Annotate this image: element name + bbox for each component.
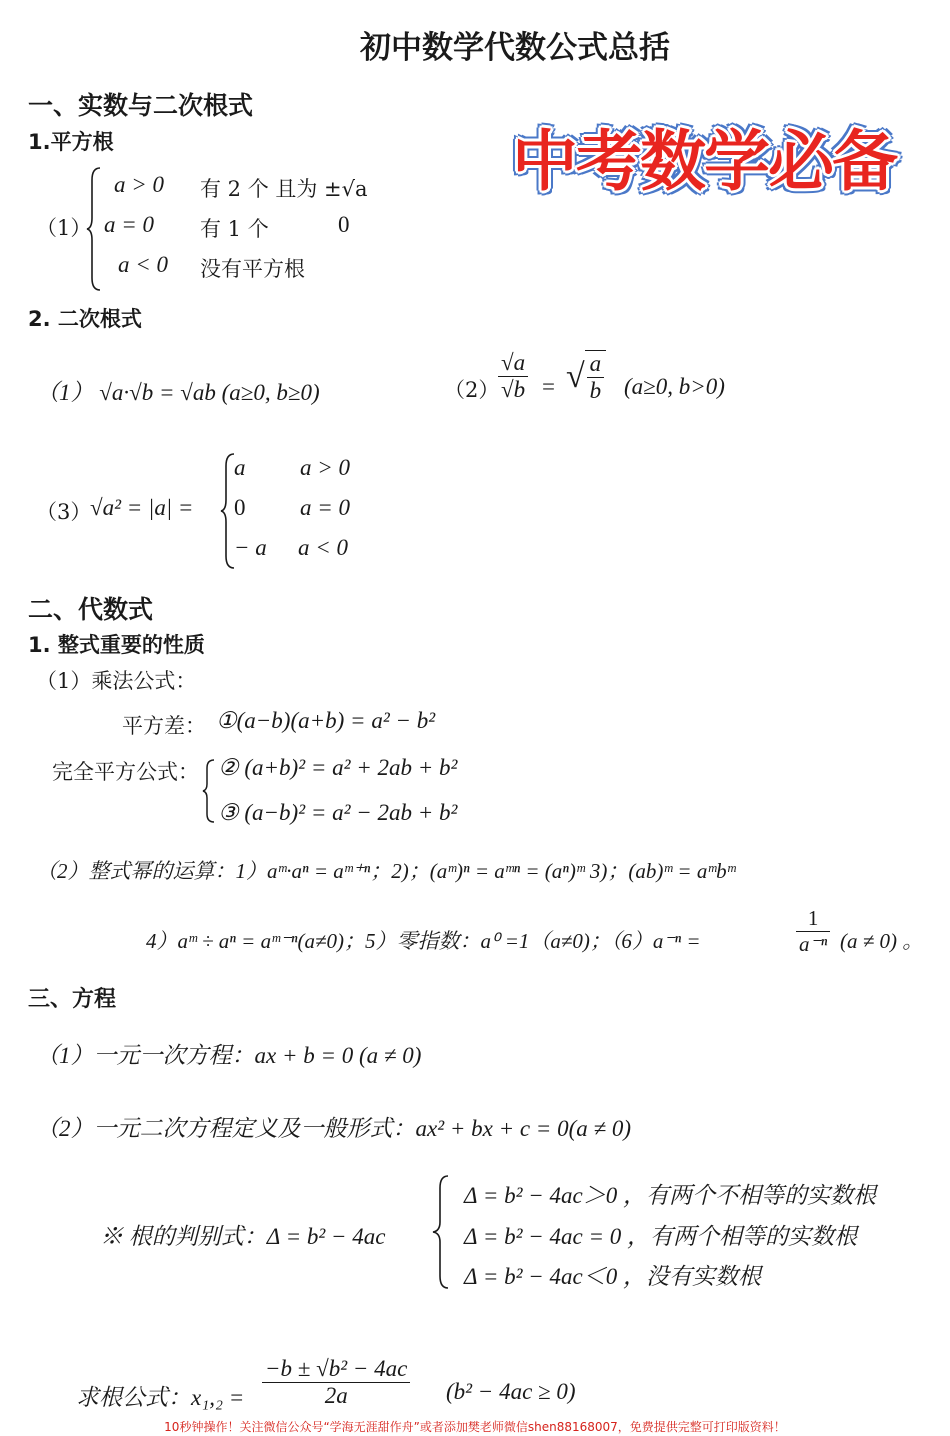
- radical-formula-2-label: （2）: [444, 378, 500, 402]
- discriminant-label: ※ 根的判别式：Δ = b² − 4ac: [100, 1224, 386, 1249]
- case-1-result: 有 2 个 且为 ±√a: [200, 177, 368, 201]
- radical-formula-2-left: $\frac{√a}{√b}$: [498, 350, 528, 403]
- case-3-result: 没有平方根: [200, 257, 305, 281]
- quadratic-formula-label: 求根公式：x₁,₂ =: [76, 1385, 245, 1410]
- perfect-square-formula-2: ③ (a−b)² = a² − 2ab + b²: [218, 800, 458, 825]
- brace-perfect: [202, 758, 216, 824]
- section-1-heading: 一、实数与二次根式: [28, 91, 254, 120]
- linear-equation: （1）一元一次方程：ax + b = 0 (a ≠ 0): [36, 1043, 422, 1068]
- case-1-condition: a > 0: [114, 172, 165, 197]
- multiplication-label: （1）乘法公式：: [36, 669, 197, 693]
- power-rules-1: （2）整式幂的运算：1）aᵐ·aⁿ = aᵐ⁺ⁿ；2)；(aᵐ)ⁿ = aᵐⁿ = (aⁿ)ᵐ 3)；(ab)ᵐ = aᵐbᵐ: [36, 859, 736, 883]
- case-3-condition: a < 0: [118, 252, 169, 277]
- abs-case-2-condition: a = 0: [300, 495, 351, 520]
- abs-case-1-condition: a > 0: [300, 455, 351, 480]
- case-2-condition: a = 0: [104, 212, 155, 237]
- radical-formula-2-eq: =: [542, 374, 555, 399]
- case-2-result: 有 1 个: [200, 217, 269, 241]
- section-2-heading: 二、代数式: [28, 595, 154, 624]
- perfect-square-formula-1: ② (a+b)² = a² + 2ab + b²: [218, 755, 458, 780]
- abs-case-3-value: − a: [234, 535, 267, 560]
- abs-case-1-value: a: [234, 455, 246, 480]
- polynomial-heading: 1. 整式重要的性质: [28, 633, 205, 657]
- page-title: 初中数学代数公式总括: [360, 30, 670, 66]
- radical-formula-1: （1） √a·√b = √ab (a≥0, b≥0): [36, 380, 320, 405]
- quadratic-formula-fraction: $\frac{\text{−b ± √b² − 4ac}}{2a}$: [262, 1356, 410, 1409]
- radical-formula-3-left: √a² = |a| =: [90, 495, 194, 520]
- case-label-1: （1）: [36, 216, 92, 240]
- negative-exponent-fraction: $\frac{1}{\text{a⁻ⁿ}}$: [796, 906, 830, 957]
- square-root-heading: 1.平方根: [28, 130, 114, 154]
- radical-formula-2-condition: (a≥0, b>0): [624, 374, 725, 399]
- discriminant-zero: Δ = b² − 4ac = 0 ，有两个相等的实数根: [464, 1224, 857, 1249]
- brace-1: [86, 166, 102, 292]
- negative-exponent-condition: (a ≠ 0) 。: [840, 929, 924, 953]
- discriminant-positive: Δ = b² − 4ac＞0 ，有两个不相等的实数根: [464, 1183, 876, 1208]
- power-rules-2: 4）aᵐ ÷ aⁿ = aᵐ⁻ⁿ(a≠0)；5）零指数：a⁰ =1（a≠0)；（6）a⁻ⁿ =: [146, 929, 701, 953]
- quadratic-equation: （2）一元二次方程定义及一般形式：ax² + bx + c = 0(a ≠ 0): [36, 1116, 632, 1141]
- quadratic-formula-condition: (b² − 4ac ≥ 0): [446, 1379, 576, 1404]
- diff-squares-formula: ①(a−b)(a+b) = a² − b²: [216, 708, 436, 733]
- promo-stamp: 中考数学必备: [512, 123, 896, 200]
- case-2-value: 0: [338, 212, 350, 237]
- discriminant-negative: Δ = b² − 4ac＜0 ，没有实数根: [464, 1264, 761, 1289]
- section-3-heading: 三、方程: [28, 987, 117, 1012]
- abs-case-2-value: 0: [234, 495, 246, 520]
- perfect-square-label: 完全平方公式：: [52, 760, 199, 784]
- radical-heading: 2. 二次根式: [28, 307, 142, 331]
- abs-case-3-condition: a < 0: [298, 535, 349, 560]
- brace-discriminant: [432, 1174, 450, 1290]
- footer-notice: 10秒钟操作！关注微信公众号“学海无涯甜作舟”或者添加樊老师微信shen88168007，免费提供完整可打印版资料！: [164, 1420, 786, 1434]
- radical-formula-3-label: （3）: [36, 500, 92, 524]
- diff-squares-label: 平方差：: [122, 714, 206, 738]
- radical-formula-2-right: √ $\frac{a}{b}$: [566, 350, 606, 404]
